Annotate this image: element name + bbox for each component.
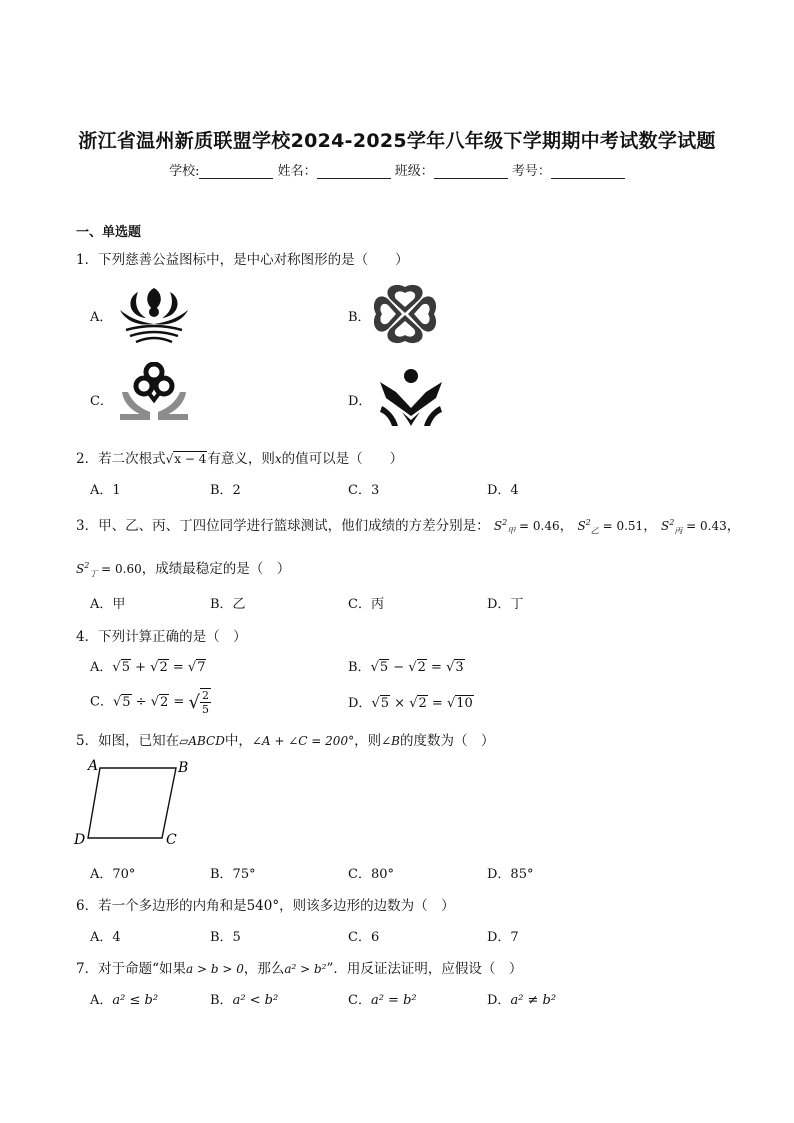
q5-parallelogram: ▱ABCD: [179, 734, 225, 748]
q7-option-a: A．a² ≤ b²: [90, 993, 159, 1008]
q2-option-d: D．4: [487, 483, 519, 498]
q3-var-jia: $S^2_甲 = 0.46$: [493, 518, 560, 536]
q2-option-c: C．3: [348, 483, 380, 498]
number-field[interactable]: [551, 164, 625, 179]
q2-text-after: 的值可以是（ ）: [281, 451, 404, 467]
q3-option-a: A．甲: [90, 597, 126, 612]
name-field[interactable]: [317, 164, 391, 179]
q1-option-a-label: A．: [90, 310, 113, 325]
q3-var-ding: $S^2_丁 = 0.60$: [76, 561, 142, 579]
q2-radicand: x − 4: [174, 452, 207, 466]
q7-option-c: C．a² = b²: [348, 993, 417, 1008]
question-7-stem: 7．对于命题“如果a > b > 0，那么a² > b²”．用反证法证明，应假设（ ）: [76, 961, 523, 977]
q5-angle: ∠B: [381, 734, 400, 748]
q3-option-b: B．乙: [210, 597, 246, 612]
q3-text-after: ，成绩最稳定的是（ ）: [141, 561, 291, 577]
q4-option-c: C．√5 ÷ √2 = √ $\frac{2}{5}$: [90, 689, 209, 716]
parallelogram-figure: [72, 756, 192, 850]
q4-option-b: B．√5 − √2 = √3: [348, 660, 464, 675]
q2-option-a: A．1: [90, 483, 121, 498]
question-6-stem: 6．若一个多边形的内角和是540°，则该多边形的边数为（ ）: [76, 898, 455, 914]
school-label: 学校:: [169, 164, 200, 179]
school-field[interactable]: [199, 164, 273, 179]
page-title: 浙江省温州新质联盟学校2024-2025学年八年级下学期期中考试数学试题: [78, 130, 716, 152]
heart-hands-icon: [120, 362, 188, 420]
q6-option-d: D．7: [487, 930, 519, 945]
number-label: 考号：: [511, 164, 551, 179]
class-field[interactable]: [434, 164, 508, 179]
q5-option-d: D．85°: [487, 867, 534, 882]
question-5-stem: 5．如图，已知在▱ABCD中，∠A + ∠C = 200°，则∠B的度数为（ ）: [76, 733, 495, 749]
q2-var: x: [274, 452, 282, 466]
class-label: 班级：: [394, 164, 434, 179]
person-v-charity-icon: [376, 368, 446, 428]
q3-var-yi: $S^2_乙 = 0.51$: [577, 518, 644, 536]
question-1-stem: 1．下列慈善公益图标中，是中心对称图形的是（ ）: [76, 252, 409, 268]
q5-option-b: B．75°: [210, 867, 256, 882]
q4-option-a: A．√5 + √2 = √7: [90, 660, 206, 675]
q2-option-b: B．2: [210, 483, 241, 498]
student-info-line: [0, 160, 794, 179]
q3-option-d: D．丁: [487, 597, 524, 612]
q1-option-b-label: B．: [348, 310, 371, 325]
q3-var-bing: $S^2_丙 = 0.43$: [660, 518, 727, 536]
q6-option-b: B．5: [210, 930, 241, 945]
q7-condition: a > b > 0: [186, 962, 244, 976]
q3-option-c: C．丙: [348, 597, 384, 612]
lotus-charity-icon: [116, 286, 192, 348]
q5-option-a: A．70°: [90, 867, 136, 882]
vertex-label-b: B: [178, 760, 189, 776]
q2-text-before: 2．若二次根式: [76, 451, 166, 467]
q7-option-b: B．a² < b²: [210, 993, 279, 1008]
q6-option-c: C．6: [348, 930, 380, 945]
q3-text: 3．甲、乙、丙、丁四位同学进行篮球测试，他们成绩的方差分别是：: [76, 518, 490, 534]
heart-knot-icon: [372, 283, 438, 345]
q2-text-mid: 有意义，则: [207, 451, 275, 467]
q1-option-d-label: D．: [348, 394, 372, 409]
q7-option-d: D．a² ≠ b²: [487, 993, 557, 1008]
question-4-stem: 4．下列计算正确的是（ ）: [76, 629, 247, 645]
question-3-stem-line1: 3．甲、乙、丙、丁四位同学进行篮球测试，他们成绩的方差分别是： $S^2_甲 = 0.46$， $S^2_乙 = 0.51$， $S^2_丙 = 0.43$，: [76, 518, 741, 536]
question-2-stem: 2．若二次根式√x − 4有意义，则x的值可以是（ ）: [76, 451, 404, 467]
q5-option-c: C．80°: [348, 867, 394, 882]
q6-option-a: A．4: [90, 930, 121, 945]
vertex-label-a: A: [88, 758, 99, 774]
q5-condition: ∠A + ∠C = 200°: [251, 734, 355, 748]
q1-option-c-label: C．: [90, 394, 113, 409]
section-title: 一、单选题: [76, 225, 142, 240]
vertex-label-c: C: [166, 832, 177, 848]
name-label: 姓名：: [277, 164, 317, 179]
vertex-label-d: D: [74, 832, 86, 848]
q4-option-d: D．√5 × √2 = √10: [348, 696, 473, 711]
question-3-stem-line2: [76, 557, 290, 579]
q7-conclusion: a² > b²: [284, 962, 327, 976]
